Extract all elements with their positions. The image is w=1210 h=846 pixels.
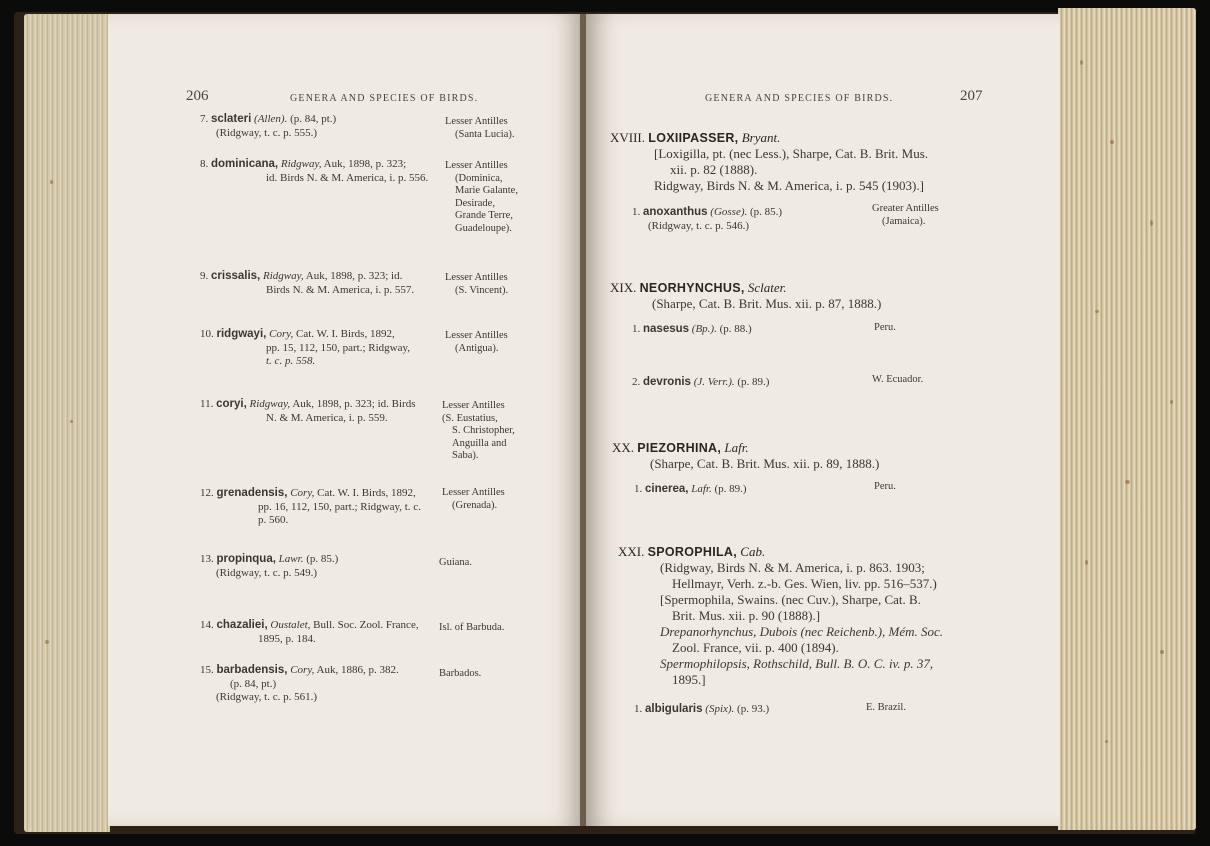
locality-line: Peru. — [874, 481, 896, 492]
foxing-spot — [1125, 480, 1130, 484]
species-devronis — [632, 376, 769, 389]
genus-reference-line: Spermophilopsis, Rothschild, Bull. B. O. C. iv. p. 37, — [660, 656, 934, 671]
species-name: albigularis — [645, 703, 703, 715]
left-page-edges — [24, 14, 110, 832]
locality-line: S. Christopher, — [452, 425, 515, 437]
species-author: Cory, — [290, 664, 315, 676]
locality-8 — [445, 160, 518, 236]
species-nasesus — [632, 323, 752, 336]
species-author: Ridgway, — [262, 270, 304, 282]
entry-number: 14. — [200, 619, 214, 631]
species-name: cinerea, — [645, 483, 689, 495]
genus-xx-heading — [612, 440, 749, 456]
reference-line: Auk, 1898, p. 323; — [323, 158, 407, 170]
reference-line: (p. 84, pt.) — [290, 113, 337, 125]
locality-line: Lesser Antilles — [445, 116, 508, 127]
locality-line: E. Brazil. — [866, 702, 906, 713]
entry-11 — [200, 398, 415, 411]
locality-line: (Dominica, — [455, 172, 503, 184]
entry-12 — [200, 487, 416, 500]
reference-line: Cat. W. I. Birds, 1892, — [317, 487, 416, 499]
reference-line: pp. 15, 112, 150, part.; Ridgway, — [266, 342, 411, 354]
locality-line: Lesser Antilles — [445, 272, 508, 283]
reference-line: id. Birds N. & M. America, i. p. 556. — [266, 172, 429, 184]
genus-author: Cab. — [740, 544, 766, 559]
locality-line: Lesser Antilles — [445, 330, 508, 341]
entry-14 — [200, 619, 419, 632]
reference-line: Bull. Soc. Zool. France, — [313, 619, 419, 631]
species-author: Oustalet, — [270, 619, 311, 631]
locality-line: W. Ecuador. — [872, 374, 924, 385]
entry-7 — [200, 113, 336, 126]
species-name: crissalis, — [211, 270, 261, 282]
entry-number: 15. — [200, 664, 214, 676]
entry-number: 7. — [200, 113, 209, 125]
species-albigularis — [634, 703, 769, 716]
left-running-head: GENERA AND SPECIES OF BIRDS. — [290, 93, 479, 104]
reference-line: pp. 16, 112, 150, part.; Ridgway, t. c. — [258, 501, 421, 513]
species-author: (Allen). — [254, 113, 288, 125]
right-page-number: 207 — [960, 88, 983, 104]
reference-line: (p. 84, pt.) — [230, 678, 277, 690]
locality-cinerea — [874, 481, 896, 494]
right-page-edges — [1058, 8, 1196, 830]
entry-10 — [200, 328, 395, 341]
genus-name: LOXIIPASSER, — [648, 131, 739, 145]
locality-line: (Jamaica). — [882, 215, 926, 227]
locality-line: Grande Terre, — [455, 210, 513, 222]
entry-number: 8. — [200, 158, 209, 170]
reference-line: Auk, 1886, p. 382. — [316, 664, 399, 676]
species-name: grenadensis, — [216, 487, 288, 499]
entry-number: 1. — [634, 703, 643, 715]
species-author: Cory, — [269, 328, 294, 340]
species-name: propinqua, — [216, 553, 276, 565]
genus-reference-line: xii. p. 82 (1888). — [670, 162, 758, 177]
reference-line: (p. 93.) — [737, 703, 770, 715]
locality-line: Peru. — [874, 322, 896, 333]
genus-author: Sclater. — [747, 280, 787, 295]
entry-number: 1. — [632, 206, 641, 218]
locality-devronis — [872, 374, 923, 387]
locality-line: Lesser Antilles — [442, 400, 505, 411]
locality-line: (S. Vincent). — [455, 284, 509, 296]
foxing-spot — [70, 420, 73, 423]
species-author: (Spix). — [705, 703, 735, 715]
genus-reference-line: Zool. France, vii. p. 400 (1894). — [672, 640, 839, 655]
locality-9 — [445, 272, 508, 297]
species-author: Ridgway, — [280, 158, 322, 170]
foxing-spot — [1150, 220, 1153, 226]
locality-7 — [445, 116, 514, 141]
entry-15 — [200, 664, 399, 677]
species-name: sclateri — [211, 113, 252, 125]
genus-name: NEORHYNCHUS, — [639, 281, 745, 295]
locality-11 — [442, 400, 515, 463]
locality-15 — [439, 668, 481, 681]
genus-reference-line: [Loxigilla, pt. (nec Less.), Sharpe, Cat. B. Brit. Mus. — [654, 146, 929, 161]
genus-numeral: XIX. — [610, 280, 637, 295]
genus-xix-heading — [610, 280, 787, 296]
species-name: ridgwayi, — [216, 328, 267, 340]
foxing-spot — [45, 640, 49, 644]
entry-number: 12. — [200, 487, 214, 499]
species-author: Cory, — [290, 487, 315, 499]
entry-number: 9. — [200, 270, 209, 282]
locality-line: Barbados. — [439, 668, 482, 679]
reference-line: (Ridgway, t. c. p. 546.) — [648, 220, 750, 232]
locality-line: Greater Antilles — [872, 203, 939, 214]
genus-author: Lafr. — [724, 440, 749, 455]
reference-line: (p. 89.) — [714, 483, 747, 495]
entry-number: 13. — [200, 553, 214, 565]
genus-numeral: XXI. — [618, 544, 645, 559]
reference-line: Auk, 1898, p. 323; id. — [305, 270, 403, 282]
genus-reference-line: Drepanorhynchus, Dubois (nec Reichenb.), Mém. Soc. — [660, 624, 944, 639]
genus-name: PIEZORHINA, — [637, 441, 722, 455]
foxing-spot — [1110, 140, 1114, 144]
locality-line: (Grenada). — [452, 499, 498, 511]
locality-10 — [445, 330, 508, 355]
locality-line: Lesser Antilles — [442, 487, 505, 498]
species-name: dominicana, — [211, 158, 279, 170]
species-author: Lawr. — [278, 553, 304, 565]
species-author: Ridgway, — [249, 398, 291, 410]
locality-line: (Santa Lucia). — [455, 128, 515, 140]
species-author: (J. Verr.). — [693, 376, 735, 388]
locality-nasesus — [874, 322, 896, 335]
reference-line: Cat. W. I. Birds, 1892, — [296, 328, 395, 340]
locality-line: Marie Galante, — [455, 185, 518, 197]
genus-reference-line: [Spermophila, Swains. (nec Cuv.), Sharpe, Cat. B. — [660, 592, 921, 607]
species-anoxanthus — [632, 206, 782, 219]
reference-line: (Ridgway, t. c. p. 561.) — [216, 691, 318, 703]
locality-line: Guadeloupe). — [455, 222, 512, 234]
locality-13 — [439, 557, 472, 570]
reference-line: (p. 89.) — [737, 376, 770, 388]
species-name: nasesus — [643, 323, 690, 335]
entry-8 — [200, 158, 406, 171]
genus-author: Bryant. — [741, 130, 781, 145]
locality-line: Desirade, — [455, 197, 495, 209]
reference-line: 1895, p. 184. — [258, 633, 316, 645]
genus-reference-line: (Sharpe, Cat. B. Brit. Mus. xii. p. 87, 1888.) — [652, 296, 882, 311]
species-name: chazaliei, — [216, 619, 268, 631]
species-name: devronis — [643, 376, 691, 388]
species-name: coryi, — [216, 398, 247, 410]
reference-line: (Ridgway, t. c. p. 555.) — [216, 127, 318, 139]
genus-reference-line: (Sharpe, Cat. B. Brit. Mus. xii. p. 89, 1888.) — [650, 456, 880, 471]
foxing-spot — [1105, 740, 1108, 743]
locality-line: (S. Eustatius, — [442, 412, 498, 424]
locality-albigularis — [866, 702, 906, 715]
reference-line: (Ridgway, t. c. p. 549.) — [216, 567, 318, 579]
genus-reference-line: Ridgway, Birds N. & M. America, i. p. 545 (1903).] — [654, 178, 924, 193]
locality-line: Lesser Antilles — [445, 160, 508, 171]
entry-number: 11. — [200, 398, 214, 410]
species-author: Lafr. — [691, 483, 712, 495]
genus-reference-line: 1895.] — [672, 672, 706, 687]
entry-number: 10. — [200, 328, 214, 340]
entry-9 — [200, 270, 402, 283]
reference-line: (p. 85.) — [750, 206, 783, 218]
species-name: barbadensis, — [216, 664, 288, 676]
foxing-spot — [1080, 60, 1083, 65]
locality-line: Isl. of Barbuda. — [439, 622, 505, 633]
genus-name: SPOROPHILA, — [647, 545, 738, 559]
locality-line: Anguilla and — [452, 437, 507, 449]
reference-line: (p. 85.) — [306, 553, 339, 565]
entry-number: 1. — [634, 483, 643, 495]
left-page-number: 206 — [186, 88, 209, 104]
foxing-spot — [1095, 310, 1099, 313]
locality-line: (Antigua). — [455, 342, 499, 354]
genus-numeral: XX. — [612, 440, 635, 455]
genus-reference-line: Hellmayr, Verh. z.-b. Ges. Wien, liv. pp. 516–537.) — [672, 576, 937, 591]
entry-number: 2. — [632, 376, 641, 388]
locality-anoxanthus — [872, 203, 939, 228]
foxing-spot — [1085, 560, 1088, 565]
foxing-spot — [1170, 400, 1173, 404]
species-cinerea — [634, 483, 747, 496]
locality-14 — [439, 622, 504, 635]
reference-line: Birds N. & M. America, i. p. 557. — [266, 284, 415, 296]
locality-12 — [442, 487, 505, 512]
species-author: (Gosse). — [710, 206, 748, 218]
entry-13 — [200, 553, 338, 566]
reference-line: N. & M. America, i. p. 559. — [266, 412, 388, 424]
species-name: anoxanthus — [643, 206, 708, 218]
foxing-spot — [50, 180, 53, 184]
locality-line: Guiana. — [439, 557, 472, 568]
reference-line: p. 560. — [258, 514, 289, 526]
genus-numeral: XVIII. — [610, 130, 646, 145]
locality-line: Saba). — [452, 450, 479, 462]
genus-xviii-heading — [610, 130, 780, 146]
reference-line: Auk, 1898, p. 323; id. Birds — [292, 398, 416, 410]
reference-line: (p. 88.) — [719, 323, 752, 335]
foxing-spot — [1160, 650, 1164, 654]
genus-reference-line: (Ridgway, Birds N. & M. America, i. p. 863. 1903; — [660, 560, 925, 575]
genus-xxi-heading — [618, 544, 765, 560]
species-author: (Bp.). — [691, 323, 717, 335]
entry-number: 1. — [632, 323, 641, 335]
genus-reference-line: Brit. Mus. xii. p. 90 (1888).] — [672, 608, 821, 623]
reference-line: t. c. p. 558. — [266, 355, 316, 367]
right-running-head: GENERA AND SPECIES OF BIRDS. — [705, 93, 894, 104]
